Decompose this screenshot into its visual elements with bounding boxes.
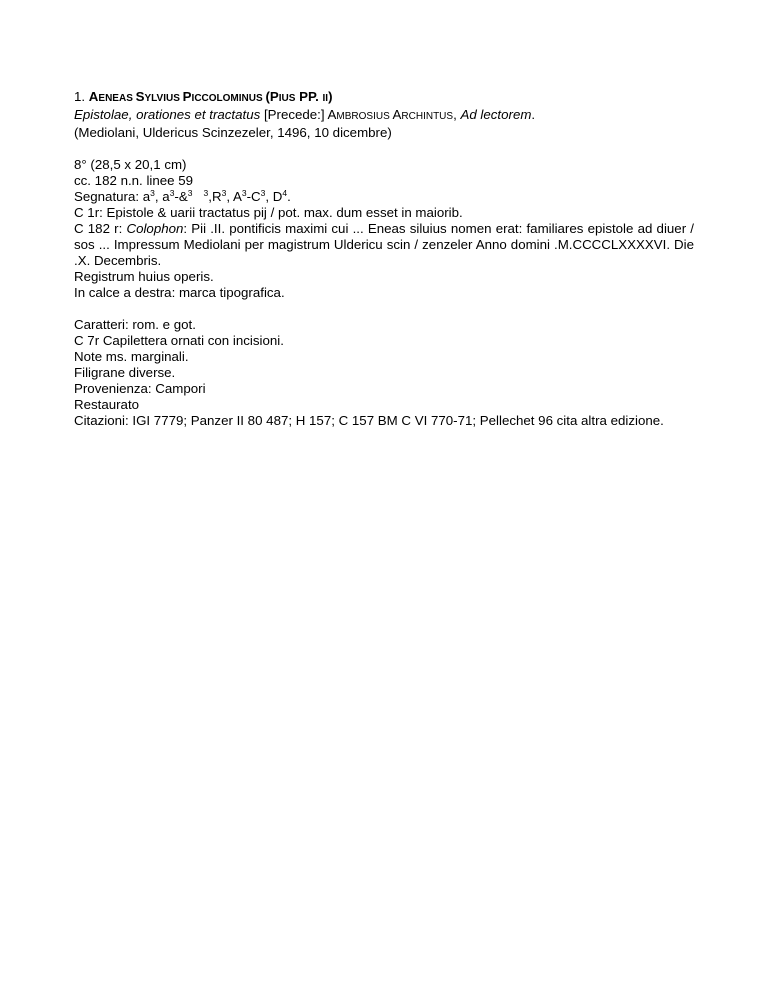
marginalia: Note ms. marginali. <box>74 349 189 364</box>
precede-author: AMBROSIUS ARCHINTUS <box>327 107 454 122</box>
imprint: (Mediolani, Uldericus Scinzezeler, 1496, 10 dicembre) <box>74 125 392 140</box>
precede-title: Ad lectorem <box>460 107 532 122</box>
entry-number: 1. <box>74 89 86 104</box>
restored: Restaurato <box>74 397 140 412</box>
leaves: cc. 182 n.n. linee 59 <box>74 173 194 188</box>
author-name: AENEAS SYLVIUS PICCOLOMINUS (PIUS PP. II) <box>88 89 333 104</box>
signatures: Segnatura: $a^3$, $a^3-\&^3$ $^3,R^3$, $A^3-C^3$, $D^4$. <box>74 188 291 204</box>
format: 8° (28,5 x 20,1 cm) <box>74 157 187 172</box>
incipit: C 1r: Epistole & uarii tractatus pij / pot. max. dum esset in maiorib. <box>74 205 463 220</box>
precede-label: [Precede:] <box>260 107 328 122</box>
types: Caratteri: rom. e got. <box>74 317 196 332</box>
citations: Citazioni: IGI 7779; Panzer II 80 487; H 157; C 157 BM C VI 770-71; Pellechet 96 cita altra edizione. <box>74 413 664 428</box>
provenance: Provenienza: Campori <box>74 381 206 396</box>
watermarks: Filigrane diverse. <box>74 365 176 380</box>
printer-mark: In calce a destra: marca tipografica. <box>74 285 285 300</box>
work-title: Epistolae, orationes et tractatus <box>74 107 261 122</box>
registrum: Registrum huius operis. <box>74 269 214 284</box>
colophon-label: Colophon <box>126 221 184 236</box>
colophon: C 182 r: Colophon: Pii .II. pontificis maximi cui ... Eneas siluius nomen erat: familiares epistole ad diuer / sos ... Impressum Mediolani per magistrum Uldericu scin / zenzeler Anno domini .M.CCCCLXXXXVI. Die .X. Decembris. <box>74 221 694 268</box>
catalog-entry <box>74 89 694 429</box>
title-line: Epistolae, orationes et tractatus [Precede:] AMBROSIUS ARCHINTUS, Ad lectorem. <box>74 107 536 122</box>
initials: C 7r Capilettera ornati con incisioni. <box>74 333 284 348</box>
entry-heading <box>74 89 694 107</box>
